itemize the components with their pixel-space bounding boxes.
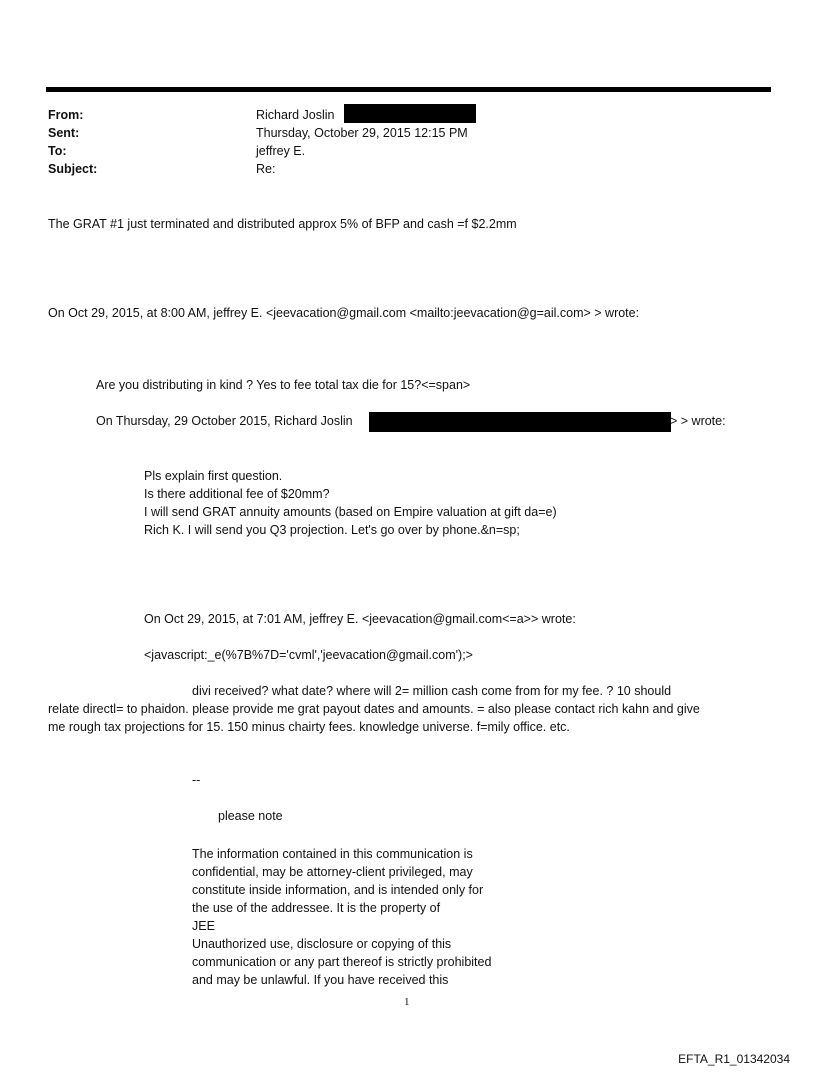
quoted-line: Is there additional fee of $20mm?: [144, 487, 330, 501]
quoted-line: me rough tax projections for 15. 150 minus chairty fees. knowledge universe. f=mily office. etc.: [48, 720, 570, 734]
from-value: Richard Joslin: [256, 108, 335, 122]
signature-dash: --: [192, 773, 201, 787]
quote-header: On Thursday, 29 October 2015, Richard Joslin: [96, 414, 353, 428]
disclaimer-line: confidential, may be attorney-client privileged, may: [192, 865, 473, 879]
disclaimer-line: communication or any part thereof is strictly prohibited: [192, 955, 492, 969]
quote-header: On Oct 29, 2015, at 8:00 AM, jeffrey E. <jeevacation@gmail.com <mailto:jeevacation@g=ail.com> > wrote:: [48, 306, 640, 320]
disclaimer-line: JEE: [192, 919, 215, 933]
from-label: From:: [48, 108, 84, 122]
quoted-line: I will send GRAT annuity amounts (based on Empire valuation at gift da=e): [144, 505, 557, 519]
quoted-line: Rich K. I will send you Q3 projection. Let's go over by phone.&n=sp;: [144, 523, 520, 537]
subject-label: Subject:: [48, 162, 98, 176]
quote-header: On Oct 29, 2015, at 7:01 AM, jeffrey E. <jeevacation@gmail.com<=a>> wrote:: [144, 612, 576, 626]
header-divider: [46, 87, 771, 92]
quoted-reply: [144, 467, 764, 539]
disclaimer-line: Unauthorized use, disclosure or copying of this: [192, 937, 452, 951]
document-id: EFTA_R1_01342034: [678, 1052, 790, 1066]
sent-label: Sent:: [48, 126, 80, 140]
quote-header-suffix: > > wrote:: [670, 414, 726, 428]
to-value: jeffrey E.: [256, 144, 306, 158]
redaction-box: [369, 412, 671, 432]
javascript-link: <javascript:_e(%7B%7D='cvml','jeevacation@gmail.com');>: [144, 648, 473, 662]
subject-value: Re:: [256, 162, 276, 176]
disclaimer-line: the use of the addressee. It is the property of: [192, 901, 441, 915]
disclaimer: [192, 845, 552, 989]
quoted-line: divi received? what date? where will 2= million cash come from for my fee. ? 10 should: [192, 684, 672, 698]
message-paragraph: The GRAT #1 just terminated and distributed approx 5% of BFP and cash =f $2.2mm: [48, 217, 517, 231]
sent-value: Thursday, October 29, 2015 12:15 PM: [256, 126, 468, 140]
quoted-text: Are you distributing in kind ? Yes to fee total tax die for 15?<=span>: [96, 378, 471, 392]
disclaimer-line: and may be unlawful. If you have received this: [192, 973, 449, 987]
to-label: To:: [48, 144, 67, 158]
redaction-box: [344, 104, 476, 123]
disclaimer-line: The information contained in this communication is: [192, 847, 473, 861]
disclaimer-line: constitute inside information, and is intended only for: [192, 883, 484, 897]
quoted-line: Pls explain first question.: [144, 469, 283, 483]
quoted-line: relate directl= to phaidon. please provide me grat payout dates and amounts. = also please contact rich kahn and give: [48, 702, 700, 716]
signature-note: please note: [218, 809, 283, 823]
page-number: 1: [404, 996, 410, 1008]
